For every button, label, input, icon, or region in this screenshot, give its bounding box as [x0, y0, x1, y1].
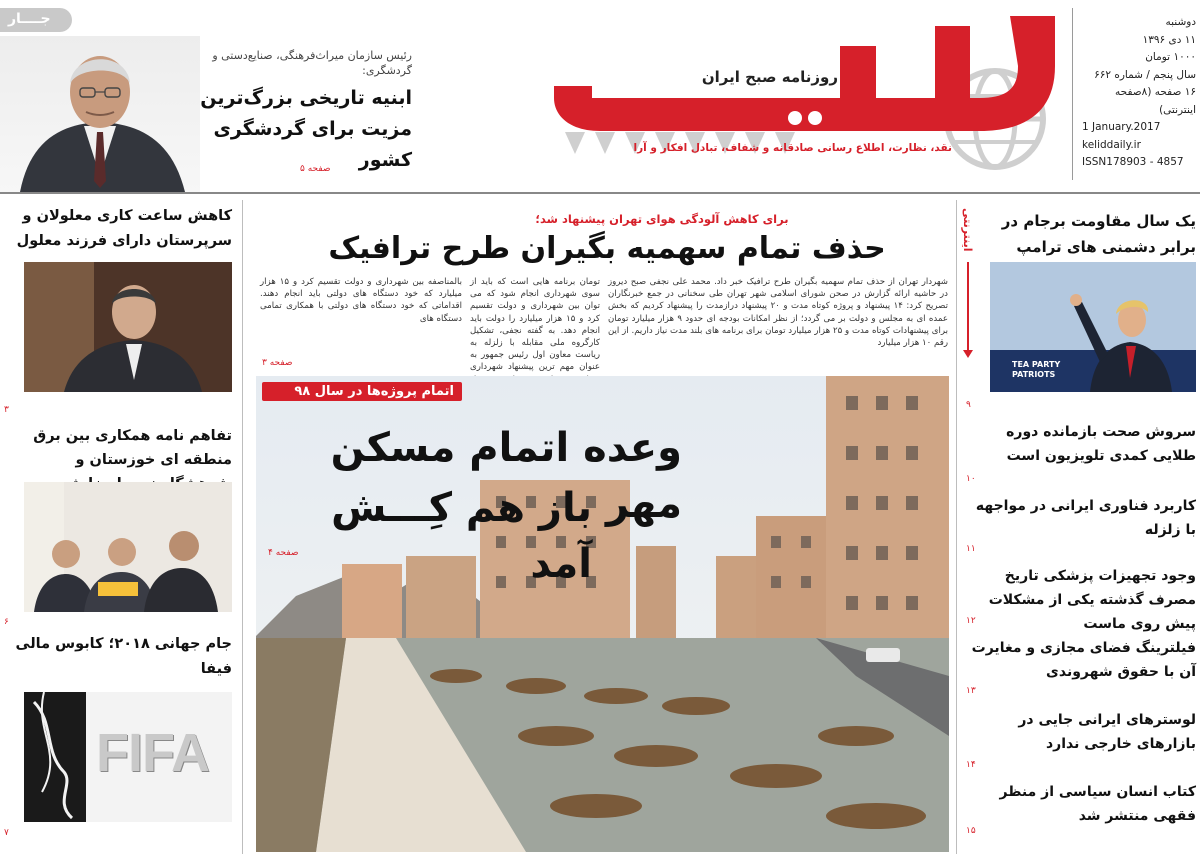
top-left-headline[interactable]: ابنیه تاریخی بزرگ‌ترین مزیت برای گردشگری کشور — [200, 87, 412, 171]
masthead-tagline-bottom: نقد، نظارت، اطلاع رسانی صادقانه و شفاف، تبادل افکار و آرا — [633, 142, 952, 154]
right-lead-page: ۹ — [966, 400, 971, 410]
right-item-5[interactable]: لوسترهای ایرانی جایی در بازارهای خارجی ندارد — [1018, 712, 1196, 752]
right-item-4[interactable]: فیلترینگ فضای مجازی و مغایرت آن با حقوق شهروندی — [971, 640, 1196, 680]
left-story-1-photo — [24, 262, 232, 392]
official-portrait — [0, 36, 200, 192]
issue-date-fa: ۱۱ دی ۱۳۹۶ — [1142, 33, 1196, 46]
issue-pages: ۱۶ صفحه (۸صفحه اینترنتی) — [1115, 86, 1196, 116]
right-item-3-page: ۱۲ — [966, 616, 976, 626]
right-item-2-page: ۱۱ — [966, 544, 976, 554]
issue-info — [1072, 8, 1073, 180]
right-item-2[interactable]: کاربرد فناوری ایرانی در مواجهه با زلزله — [975, 498, 1196, 538]
right-item-1[interactable]: سروش صحت بازمانده دوره طلایی کمدی تلویزیون است — [1006, 424, 1196, 464]
right-item-1-page: ۱۰ — [966, 474, 976, 484]
left-column-divider — [242, 200, 243, 854]
main-story-kicker: برای کاهش آلودگی هوای تهران پیشنهاد شد؛ — [535, 212, 789, 226]
top-left-story[interactable] — [200, 48, 412, 176]
left-story-3-headline[interactable]: جام جهانی ۲۰۱۸؛ کابوس مالی فیفا — [15, 636, 232, 677]
right-section-label-text: اینترنتی — [961, 208, 974, 252]
fifa-logo-text: FIFA — [96, 723, 209, 783]
issue-weekday: دوشنبه — [1165, 16, 1196, 28]
main-story-headline[interactable]: حذف تمام سهمیه بگیران طرح ترافیک — [328, 231, 886, 266]
left-story-2-headline[interactable]: تفاهم نامه همکاری بین برق منطقه ای خوزستان و — [33, 428, 232, 468]
housing-kicker: اتمام پروژه‌ها در سال ۹۸ — [262, 382, 462, 401]
issue-issn: ISSN178903 - 4857 — [1082, 156, 1184, 168]
masthead-tagline-top: روزنامه صبح ایران — [701, 68, 838, 86]
masthead-logo-text — [600, 0, 602, 1]
housing-headline-1[interactable]: وعده اتمام مسکن مهر — [330, 425, 682, 527]
watermark-tag — [0, 8, 72, 32]
left-story-1-headline[interactable]: کاهش ساعت کاری معلولان و سرپرستان دارای فرزند معلول — [16, 208, 232, 249]
issue-number: سال پنجم / شماره ۶۶۲ — [1094, 68, 1196, 81]
right-section-label — [961, 208, 975, 368]
left-story-2-photo — [24, 482, 232, 612]
top-left-caption: رئیس سازمان میراث‌فرهنگی، صنایع‌دستی و گردشگری: — [212, 49, 412, 77]
right-item-6-page: ۱۵ — [966, 826, 976, 836]
right-item-4-page: ۱۳ — [966, 686, 976, 696]
left-story-2-page: ۶ — [4, 617, 9, 627]
issue-info-block — [1082, 14, 1196, 172]
trump-sign-text: TEA PARTY PATRIOTS — [1012, 360, 1061, 379]
left-story-1-page: ۳ — [4, 405, 9, 415]
housing-page-ref: صفحه ۴ — [268, 548, 299, 558]
watermark-text: جــــار — [8, 11, 51, 27]
issue-website[interactable]: keliddaily.ir — [1082, 138, 1141, 151]
main-story-col-left: بالمناصفه بین شهرداری و دولت تقسیم کرد و ۱۵ هزار میلیارد که خود دستگاه های دولتی باید انجام دهند. اقداماتی که خود دستگاه های دولتی با همکاری تمامی دستگاه های — [260, 277, 462, 324]
right-lead-headline[interactable]: یک سال مقاومت برجام در برابر دشمنی های ترامپ — [1001, 212, 1196, 256]
top-left-page-ref: صفحه ۵ — [300, 164, 331, 174]
main-story-col-middle: تومان برنامه هایی است که باید از سوی شهرداری انجام شود که می توان بین شهرداری و دولت تقسیم کرد و ۱۵ هزار میلیارد را دولت باید انجام دهد. به گفته نجفی، تشکیل کارگروه ملی مقابله با زلزله به ریاست معاون اول رئیس جمهور به عنوان مهم ترین پیشنهاد شهرداری — [470, 277, 601, 373]
right-item-6[interactable]: کتاب انسان سیاسی از منظر فقهی منتشر شد — [999, 784, 1196, 824]
issue-date-en: 1 January.2017 — [1082, 121, 1161, 133]
masthead-divider — [0, 192, 1200, 194]
right-item-5-page: ۱۴ — [966, 760, 976, 770]
main-story-page-ref: صفحه ۳ — [262, 358, 293, 368]
housing-headline-2[interactable]: باز هم کِـــش آمد — [331, 485, 592, 587]
masthead — [540, 6, 1070, 182]
left-story-3-page: ۷ — [4, 828, 9, 838]
trump-photo — [990, 262, 1196, 392]
main-story-col-right: شهردار تهران از حذف تمام سهمیه بگیران طرح ترافیک خبر داد. محمد علی نجفی صبح دیروز در حاشیه ارائه گزارش در صحن شورای اسلامی شهر تهران طی سخنانی در جمع خبرنگاران تصریح کرد: ۱۴ پیشنهاد و پروژه کوتاه مدت و ۲۰ پیشنهاد درازمدت را پیشنهاد کردیم که بخش عمده ای به مجلس و دولت بر می گردد؛ از نظر امکانات بودجه ای حدود ۹ هزار میلیارد تومان برای پیشنهادات کوتاه مدت و ۲۵ هزار میلیارد تومان برای برنامه های بلند مدت نیاز داریم. از این رقم ۱۰ هزار میلیارد — [608, 277, 949, 349]
issue-price: ۱۰۰۰ تومان — [1145, 51, 1196, 63]
right-column-divider — [956, 200, 957, 854]
right-item-3[interactable]: وجود تجهیزات پزشکی تاریخ مصرف گذشته یکی از مشکلات پیش روی ماست — [988, 568, 1196, 632]
fifa-photo — [24, 692, 232, 822]
